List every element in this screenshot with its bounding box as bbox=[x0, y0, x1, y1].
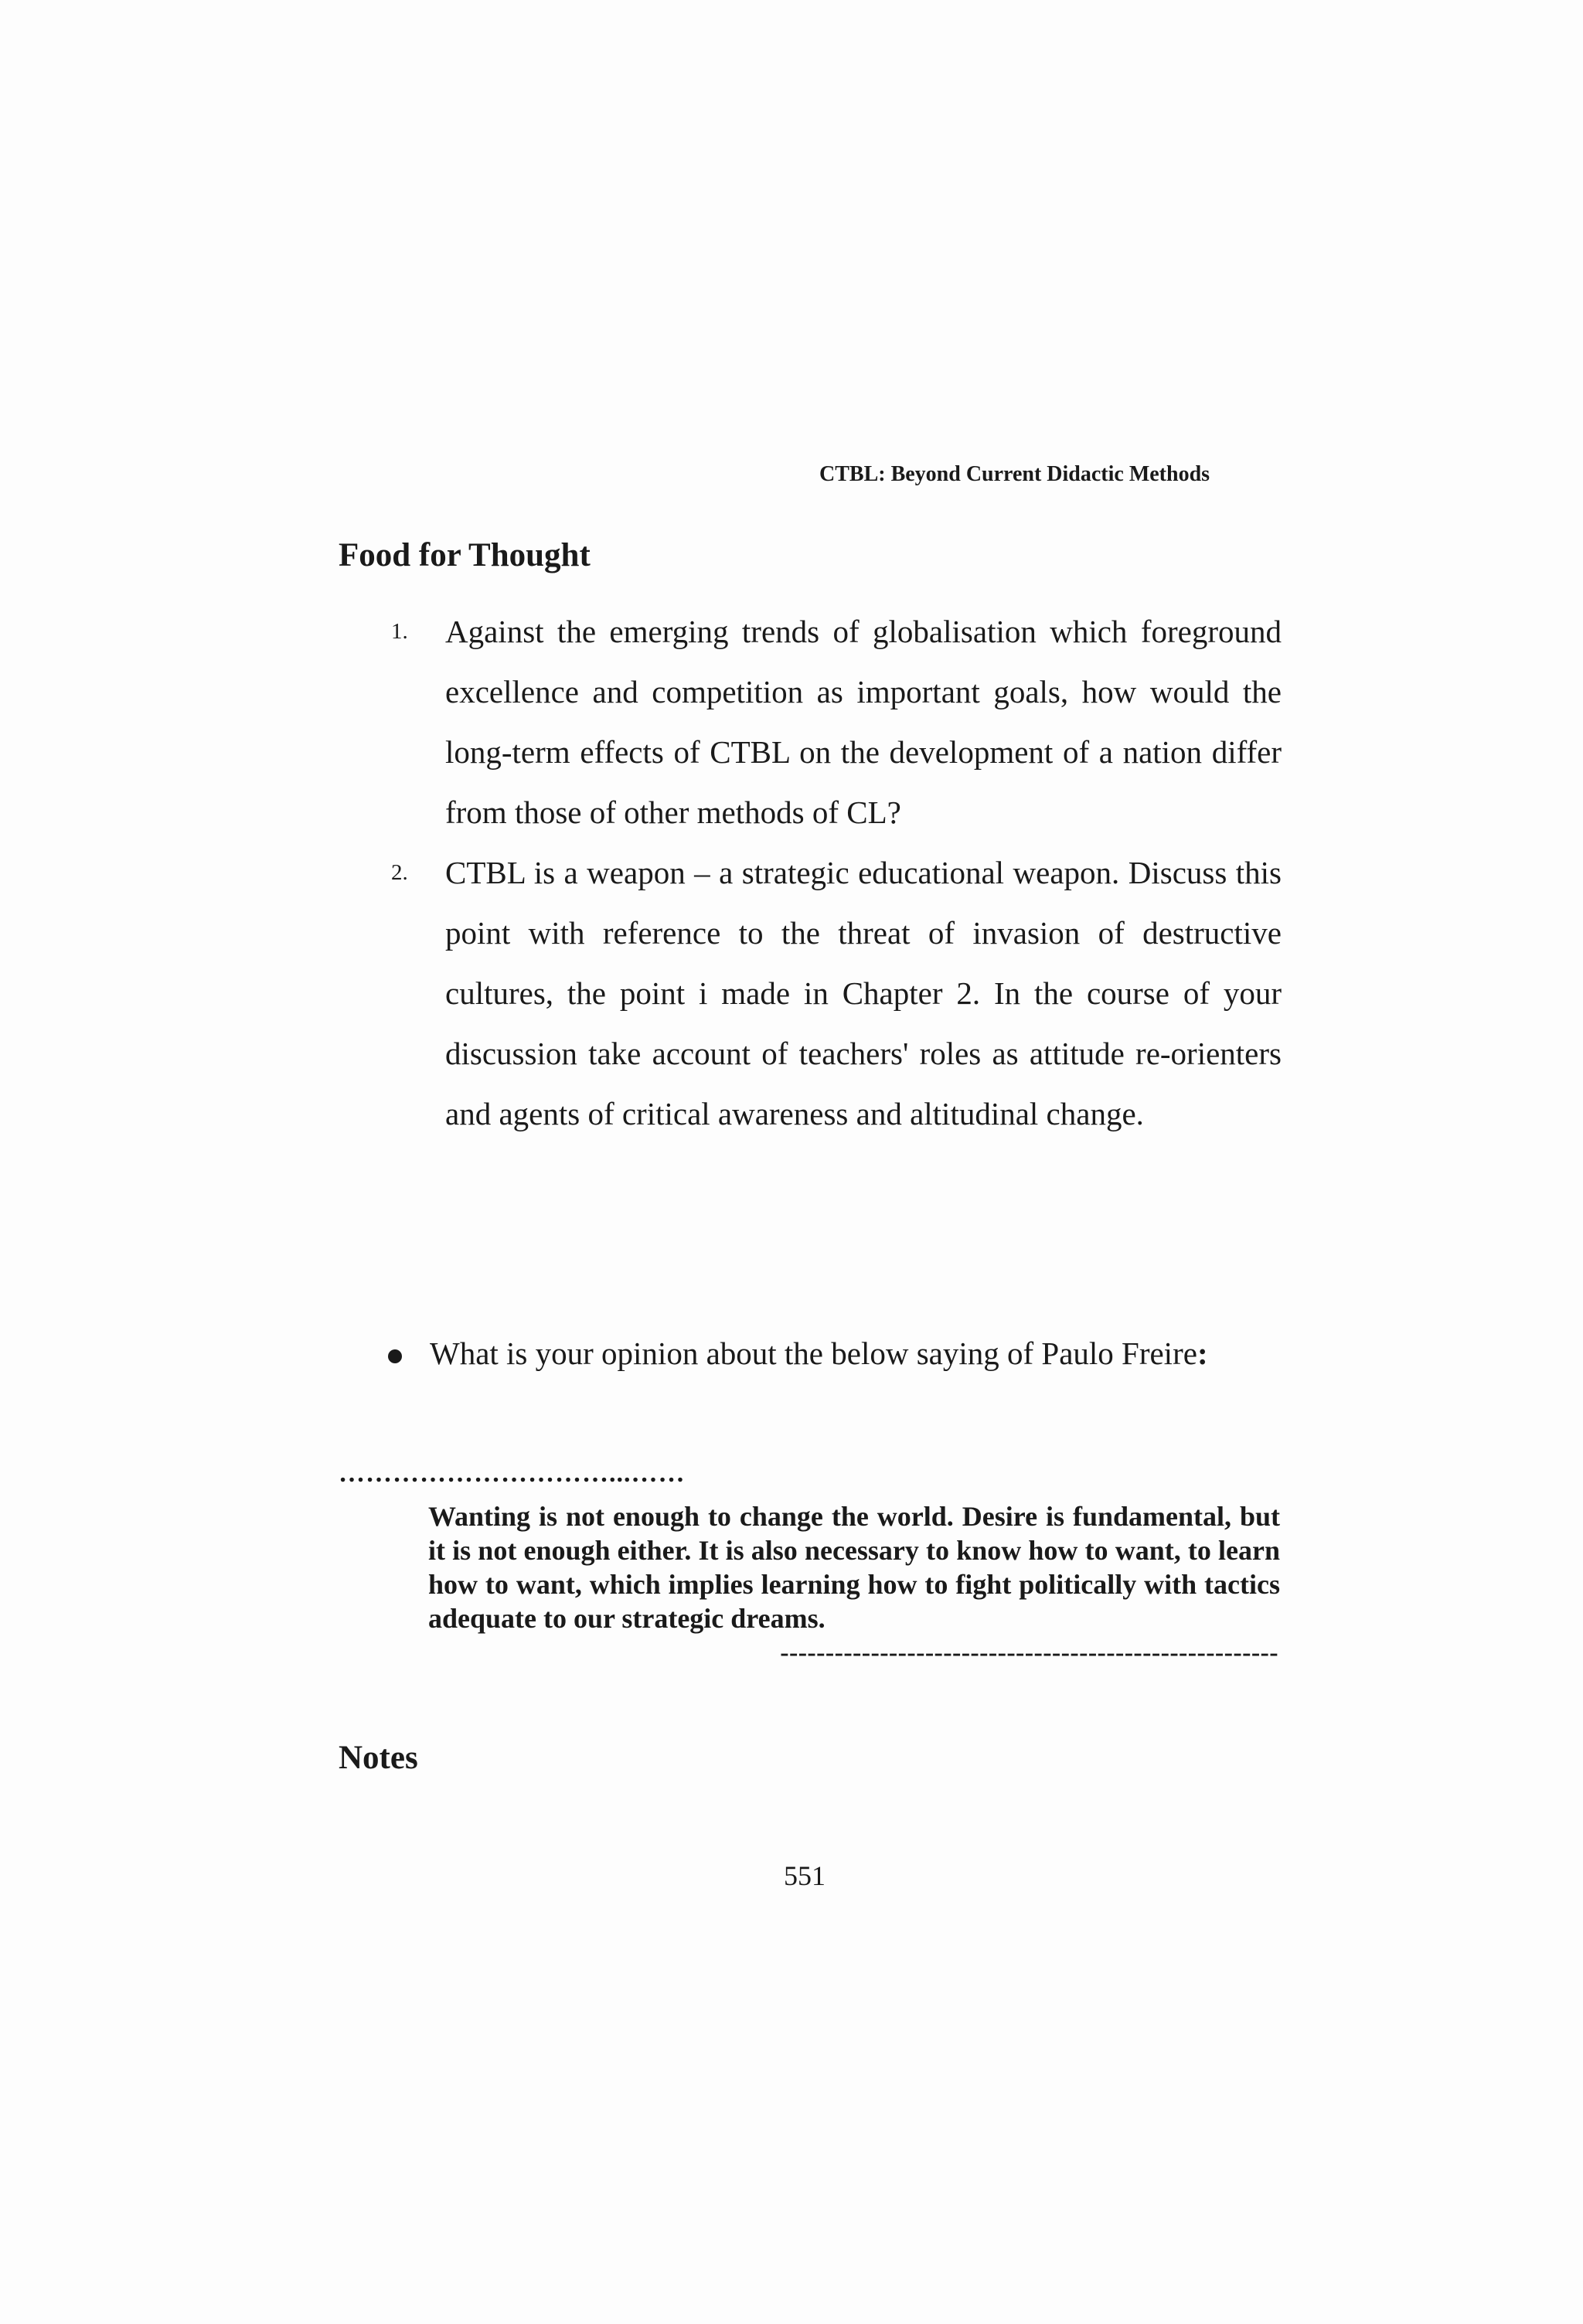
food-for-thought-heading: Food for Thought bbox=[339, 537, 591, 573]
bullet-prompt: What is your opinion about the below saying of Paulo Freire bbox=[430, 1336, 1197, 1371]
question-list bbox=[339, 601, 1282, 1144]
question-number: 2. bbox=[391, 860, 408, 885]
quote-rule: ------------------------------------------------------- bbox=[780, 1638, 1278, 1667]
running-head: CTBL: Beyond Current Didactic Methods bbox=[819, 462, 1210, 486]
bullet-icon bbox=[388, 1349, 402, 1363]
question-item bbox=[339, 601, 1282, 842]
question-number: 1. bbox=[391, 619, 408, 644]
bullet-colon: : bbox=[1197, 1336, 1208, 1371]
notes-heading: Notes bbox=[339, 1740, 418, 1776]
opinion-bullet bbox=[379, 1323, 1268, 1383]
question-text: Against the emerging trends of globalisation which foreground excellence and competition as important goals, how would the long-term effects of CTBL on the development of a nation differ from those of other methods of CL? bbox=[445, 614, 1282, 830]
dot-leader: …………………………...…… bbox=[339, 1459, 686, 1488]
bullet-text bbox=[430, 1323, 1226, 1383]
question-text: CTBL is a weapon – a strategic educational weapon. Discuss this point with reference to the threat of invasion of destructive cultures, the point i made in Chapter 2. In the course of your discussion take account of teachers' roles as attitude re-orienters and agents of critical awareness and altitudinal change. bbox=[445, 855, 1282, 1131]
page-number: 551 bbox=[784, 1860, 826, 1891]
question-item bbox=[339, 842, 1282, 1144]
freire-quote: Wanting is not enough to change the world. Desire is fundamental, but it is not enough either. It is also necessary to know how to want, to learn how to want, which implies learning how to fight politically with tactics adequate to our strategic dreams. bbox=[428, 1501, 1280, 1634]
